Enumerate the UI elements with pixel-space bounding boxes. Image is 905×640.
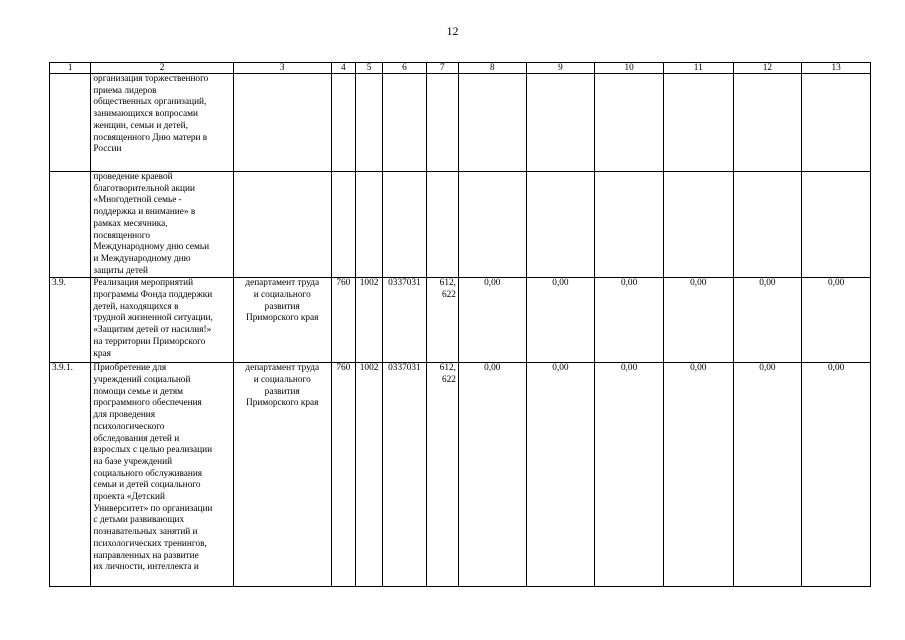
cell-13: 0,00 bbox=[802, 363, 871, 587]
cell-7 bbox=[426, 74, 458, 172]
cell-4 bbox=[331, 172, 355, 278]
cell-13 bbox=[802, 74, 871, 172]
budget-table bbox=[49, 62, 871, 587]
column-header: 5 bbox=[355, 63, 382, 74]
cell-9 bbox=[526, 172, 595, 278]
cell-5: 1002 bbox=[355, 278, 382, 363]
cell-5 bbox=[355, 172, 382, 278]
cell-11 bbox=[663, 74, 733, 172]
cell-6: 0337031 bbox=[383, 278, 426, 363]
column-header: 2 bbox=[91, 63, 233, 74]
executor bbox=[233, 172, 331, 278]
cell-7: 612, 622 bbox=[426, 363, 458, 587]
column-header: 1 bbox=[50, 63, 91, 74]
cell-9: 0,00 bbox=[526, 363, 595, 587]
column-header: 8 bbox=[458, 63, 526, 74]
column-header: 7 bbox=[426, 63, 458, 74]
cell-5: 1002 bbox=[355, 363, 382, 587]
cell-12 bbox=[733, 172, 802, 278]
cell-8 bbox=[458, 74, 526, 172]
row-number bbox=[50, 74, 91, 172]
executor bbox=[233, 74, 331, 172]
executor: департамент труда и социального развития Приморского края bbox=[233, 278, 331, 363]
cell-10: 0,00 bbox=[595, 363, 664, 587]
header-row bbox=[50, 63, 871, 74]
measure-name: организация торжественного приема лидеров общественных организаций, занимающихся вопросами женщин, семьи и детей, посвященного Дню матери в России bbox=[91, 74, 233, 172]
column-header: 13 bbox=[802, 63, 871, 74]
cell-8: 0,00 bbox=[458, 278, 526, 363]
row-number: 3.9.1. bbox=[50, 363, 91, 587]
cell-13: 0,00 bbox=[802, 278, 871, 363]
cell-10 bbox=[595, 172, 664, 278]
column-header: 12 bbox=[733, 63, 802, 74]
column-header: 4 bbox=[331, 63, 355, 74]
page-number: 12 bbox=[446, 24, 459, 38]
cell-4: 760 bbox=[331, 363, 355, 587]
cell-6 bbox=[383, 172, 426, 278]
row-number bbox=[50, 172, 91, 278]
row-number: 3.9. bbox=[50, 278, 91, 363]
column-header: 9 bbox=[526, 63, 595, 74]
cell-9 bbox=[526, 74, 595, 172]
cell-7: 612, 622 bbox=[426, 278, 458, 363]
cell-12: 0,00 bbox=[733, 278, 802, 363]
measure-name: Приобретение для учреждений социальной помощи семье и детям программного обеспечения для проведения психологического обследования детей и взрослых с целью реализации на базе учреждений социального обслуживания семьи и детей социального проекта «Детский Университет» по организации с детьми развивающих познавательных занятий и психологических тренингов, направленных на развитие их личности, интеллекта и bbox=[91, 363, 233, 587]
column-header: 10 bbox=[595, 63, 664, 74]
cell-12 bbox=[733, 74, 802, 172]
cell-11 bbox=[663, 172, 733, 278]
cell-11: 0,00 bbox=[663, 363, 733, 587]
measure-name: проведение краевой благотворительной акции «Многодетной семье - поддержка и внимание» в рамках месячника, посвященного Международному дню семьи и Международному дню защиты детей bbox=[91, 172, 233, 278]
cell-7 bbox=[426, 172, 458, 278]
cell-6 bbox=[383, 74, 426, 172]
measure-name: Реализация мероприятий программы Фонда поддержки детей, находящихся в трудной жизненной ситуации, «Защитим детей от насилия!» на территории Приморского края bbox=[91, 278, 233, 363]
cell-10: 0,00 bbox=[595, 278, 664, 363]
cell-8 bbox=[458, 172, 526, 278]
cell-9: 0,00 bbox=[526, 278, 595, 363]
table-row bbox=[50, 74, 871, 172]
column-header: 3 bbox=[233, 63, 331, 74]
cell-5 bbox=[355, 74, 382, 172]
cell-8: 0,00 bbox=[458, 363, 526, 587]
cell-12: 0,00 bbox=[733, 363, 802, 587]
cell-4 bbox=[331, 74, 355, 172]
column-header: 11 bbox=[663, 63, 733, 74]
table-row bbox=[50, 278, 871, 363]
cell-6: 0337031 bbox=[383, 363, 426, 587]
table-row bbox=[50, 363, 871, 587]
cell-10 bbox=[595, 74, 664, 172]
cell-11: 0,00 bbox=[663, 278, 733, 363]
table-row bbox=[50, 172, 871, 278]
column-header: 6 bbox=[383, 63, 426, 74]
cell-13 bbox=[802, 172, 871, 278]
cell-4: 760 bbox=[331, 278, 355, 363]
executor: департамент труда и социального развития Приморского края bbox=[233, 363, 331, 587]
